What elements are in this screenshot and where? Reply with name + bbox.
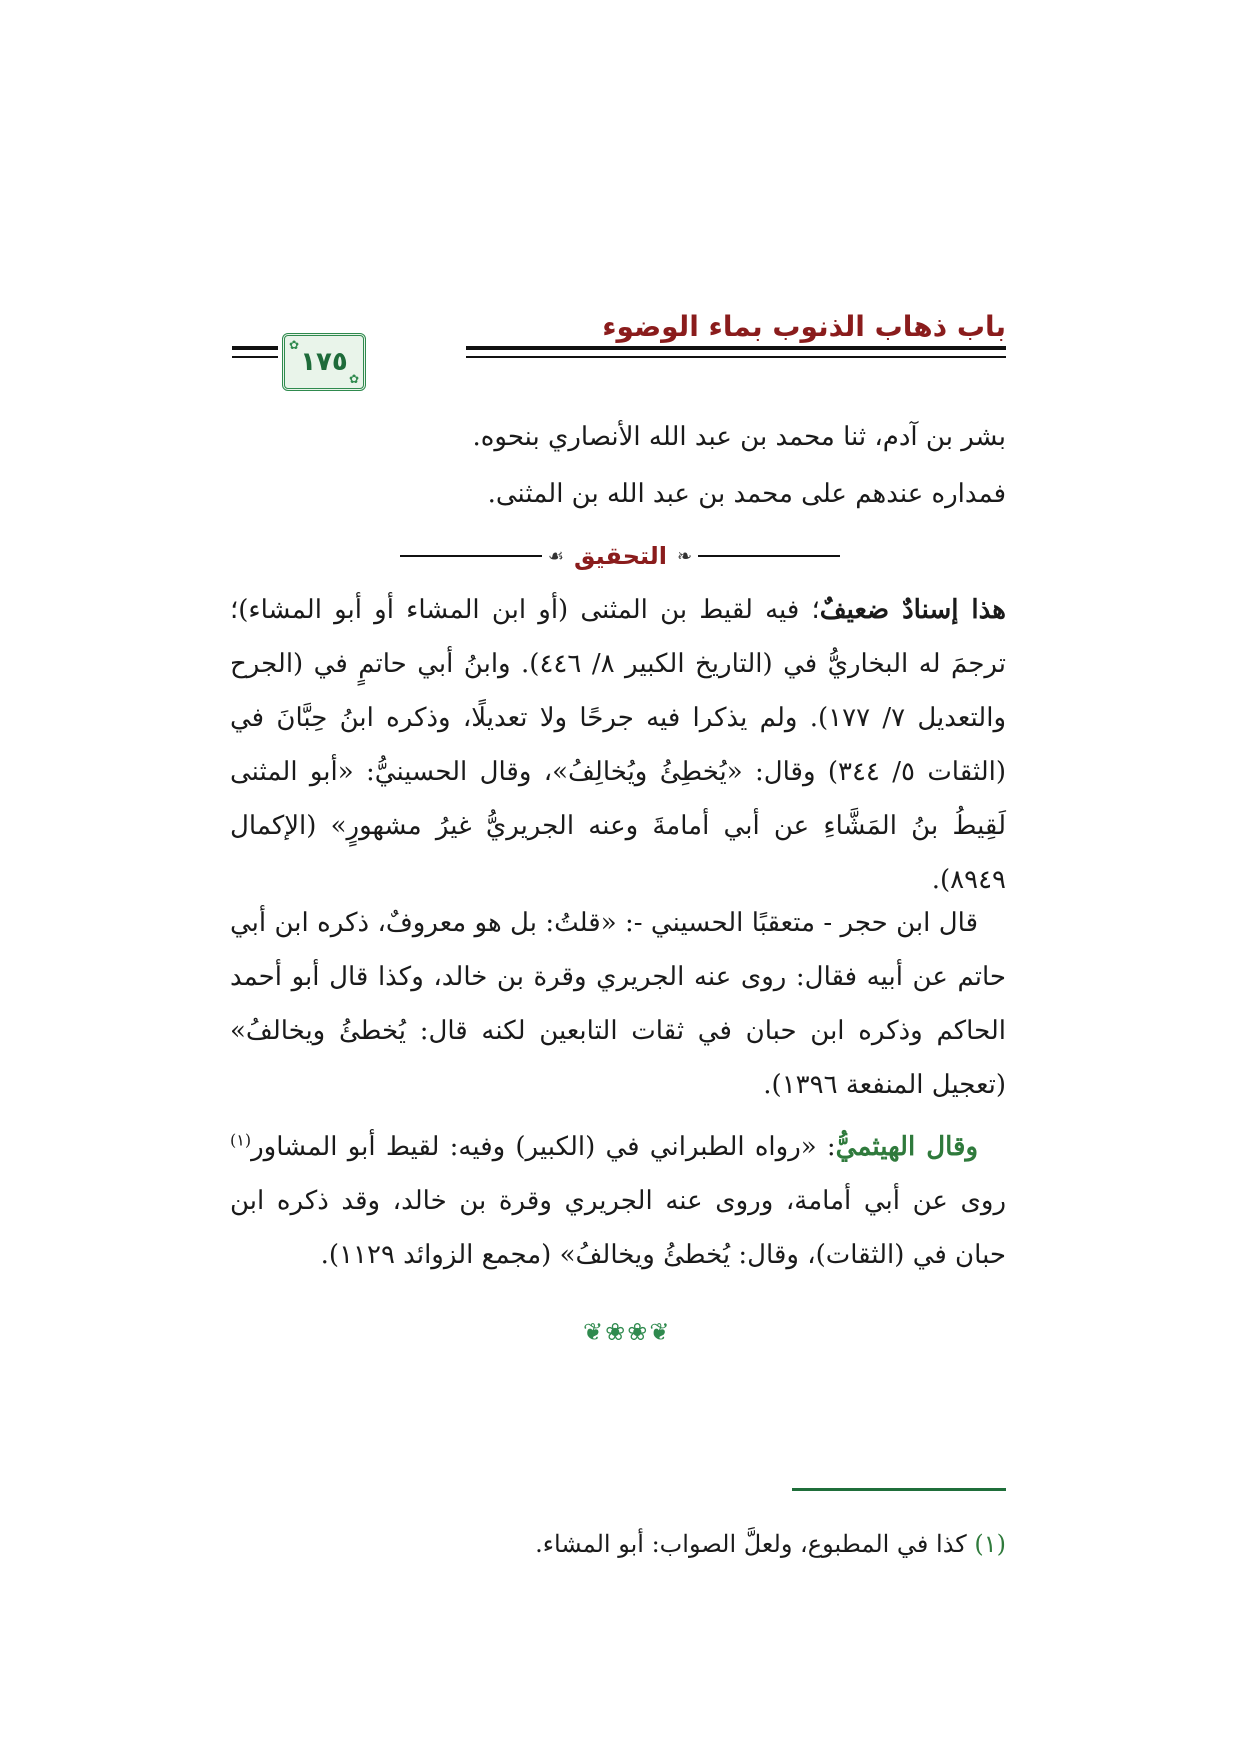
paragraph-assessment	[230, 583, 1006, 907]
ibn-hajar-text: قال ابن حجر - متعقبًا الحسيني -: «قلتُ: بل هو معروفٌ، ذكره ابن أبي حاتم عن أبيه فقال: روى عنه الجريري وقرة بن خالد، وكذا قال أبو أحمد الحاكم وذكره ابن حبان في ثقات التابعين لكنه قال: يُخطئُ ويخالفُ» (تعجيل المنفعة ١٣٩٦).	[230, 908, 1006, 1100]
page-number: ✿ ١٧٥	[300, 347, 348, 377]
summary-line: فمداره عندهم على محمد بن عبد الله بن المثنى.	[487, 479, 1006, 509]
header-rule-left-thin	[232, 356, 278, 358]
footnote	[535, 1530, 1006, 1558]
header-rule-thin	[466, 356, 1006, 358]
header-rule-left-thick	[232, 346, 278, 350]
page-number-badge	[282, 333, 366, 391]
text-line-1	[230, 410, 1006, 464]
divider-ornament-icon: ❧	[677, 545, 693, 567]
assessment-text: ؛ فيه لقيط بن المثنى (أو ابن المشاء أو أبو المشاء)؛ ترجمَ له البخاريُّ في (التاريخ الكبير ٨/ ٤٤٦). وابنُ أبي حاتمٍ في (الجرح والتعديل ٧/ ١٧٧). ولم يذكرا فيه جرحًا ولا تعديلًا، وذكره ابنُ حِبَّانَ في (الثقات ٥/ ٣٤٤) وقال: «يُخطِئُ ويُخالِفُ»، وقال الحسينيُّ: «أبو المثنى لَقِيطُ بنُ المَشَّاءِ عن أبي أمامةَ وعنه الجريريُّ غيرُ مشهورٍ» (الإكمال ٨٩٤٩).	[230, 595, 1007, 895]
divider-ornament-icon: ☙	[547, 545, 564, 567]
footnote-text: كذا في المطبوع، ولعلَّ الصواب: أبو المشاء.	[535, 1530, 975, 1558]
footnote-number: (١)	[974, 1530, 1006, 1558]
paragraph-ibn-hajar	[230, 896, 1006, 1112]
running-header-title: باب ذهاب الذنوب بماء الوضوء	[602, 310, 1006, 343]
divider-line-left	[400, 555, 542, 557]
haythami-text-b: روى عن أبي أمامة، وروى عنه الجريري وقرة بن خالد، وقد ذكره ابن حبان في (الثقات)، وقال: يُخطئُ ويخالفُ» (مجمع الزوائد ١١٢٩).	[230, 1186, 1006, 1270]
section-divider	[400, 538, 840, 574]
end-ornament-icon: ❦❀❀❦	[583, 1318, 672, 1346]
haythami-text-a: : «رواه الطبراني في (الكبير) وفيه: لقيط أبو المشاور	[251, 1132, 836, 1162]
haythami-lead: وقال الهيثميُّ	[835, 1132, 979, 1162]
text-line-2	[230, 467, 1006, 521]
divider-line-right	[698, 555, 840, 557]
section-title: التحقيق	[574, 542, 668, 570]
footnote-ref[interactable]: (١)	[230, 1130, 252, 1150]
assessment-lead: هذا إسنادٌ ضعيفٌ	[819, 595, 1007, 625]
chain-line: بشر بن آدم، ثنا محمد بن عبد الله الأنصاري بنحوه.	[472, 422, 1006, 452]
paragraph-haythami	[230, 1120, 1006, 1282]
header-rule-thick	[466, 346, 1006, 350]
footnote-rule	[792, 1488, 1006, 1491]
